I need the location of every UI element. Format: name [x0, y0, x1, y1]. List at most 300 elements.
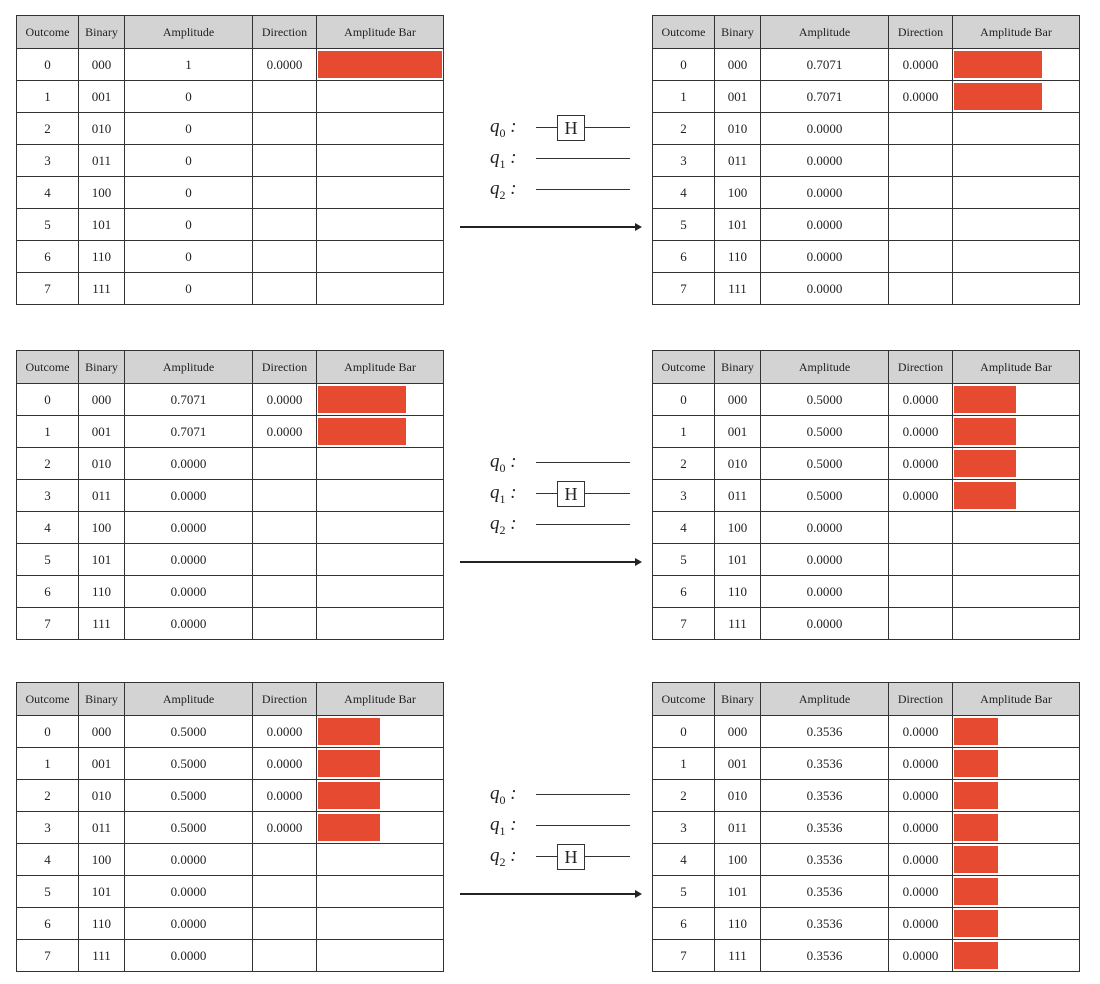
direction-cell: 0.0000	[889, 480, 953, 512]
amplitude-bar-cell	[953, 812, 1080, 844]
amplitude-bar-cell	[317, 544, 444, 576]
amplitude-bar	[954, 418, 1016, 445]
amplitude-cell: 0.0000	[761, 177, 889, 209]
amplitude-cell: 0.5000	[761, 384, 889, 416]
qubit-wire	[490, 450, 665, 474]
amplitude-bar-cell	[317, 608, 444, 640]
binary-cell: 110	[79, 576, 125, 608]
binary-cell: 100	[79, 177, 125, 209]
outcome-cell: 6	[653, 908, 715, 940]
header-row	[17, 16, 444, 49]
column-header: Direction	[253, 683, 317, 716]
binary-cell: 001	[79, 81, 125, 113]
table-row	[17, 780, 444, 812]
binary-cell: 000	[79, 49, 125, 81]
column-header: Direction	[253, 16, 317, 49]
amplitude-bar	[954, 718, 998, 745]
amplitude-cell: 0.3536	[761, 748, 889, 780]
table-row	[653, 512, 1080, 544]
table-row	[653, 81, 1080, 113]
outcome-cell: 6	[653, 576, 715, 608]
binary-cell: 101	[715, 209, 761, 241]
amplitude-bar-cell	[317, 177, 444, 209]
outcome-cell: 2	[653, 780, 715, 812]
binary-cell: 111	[715, 608, 761, 640]
direction-cell	[253, 544, 317, 576]
outcome-cell: 6	[653, 241, 715, 273]
amplitude-bar-cell	[317, 908, 444, 940]
header-row	[17, 683, 444, 716]
direction-cell	[889, 209, 953, 241]
qubit-colon: :	[505, 451, 517, 472]
amplitude-cell: 0.5000	[125, 780, 253, 812]
outcome-cell: 5	[17, 544, 79, 576]
amplitude-bar-cell	[317, 113, 444, 145]
outcome-cell: 0	[653, 49, 715, 81]
direction-cell: 0.0000	[889, 716, 953, 748]
qubit-letter: q	[490, 513, 500, 534]
amplitude-bar	[318, 782, 380, 809]
wire-line	[536, 189, 630, 190]
qubit-label	[490, 514, 560, 540]
table-row	[17, 209, 444, 241]
outcome-cell: 4	[17, 512, 79, 544]
binary-cell: 111	[715, 940, 761, 972]
binary-cell: 001	[715, 416, 761, 448]
amplitude-bar	[954, 482, 1016, 509]
after-state-table	[652, 15, 1080, 305]
binary-cell: 100	[715, 177, 761, 209]
direction-cell	[253, 512, 317, 544]
binary-cell: 011	[79, 812, 125, 844]
amplitude-cell: 0.0000	[761, 576, 889, 608]
outcome-cell: 6	[17, 576, 79, 608]
qubit-index: 1	[499, 491, 506, 506]
direction-cell	[889, 544, 953, 576]
table-row	[17, 812, 444, 844]
amplitude-cell: 0	[125, 81, 253, 113]
table-row	[653, 608, 1080, 640]
after-state-table	[652, 682, 1080, 972]
column-header: Amplitude	[125, 683, 253, 716]
binary-cell: 111	[79, 273, 125, 305]
direction-cell	[253, 448, 317, 480]
table-row	[17, 908, 444, 940]
amplitude-cell: 0.3536	[761, 844, 889, 876]
header-row	[653, 16, 1080, 49]
amplitude-bar-cell	[953, 716, 1080, 748]
table-row	[17, 384, 444, 416]
direction-cell: 0.0000	[889, 81, 953, 113]
direction-cell	[889, 512, 953, 544]
binary-cell: 010	[79, 448, 125, 480]
amplitude-bar-cell	[317, 49, 444, 81]
amplitude-bar	[954, 750, 998, 777]
direction-cell: 0.0000	[253, 49, 317, 81]
amplitude-bar-cell	[953, 940, 1080, 972]
qubit-label	[490, 452, 560, 478]
binary-cell: 100	[715, 512, 761, 544]
table-row	[17, 49, 444, 81]
column-header: Direction	[889, 351, 953, 384]
column-header: Amplitude Bar	[317, 16, 444, 49]
amplitude-cell: 0.7071	[125, 384, 253, 416]
quantum-circuit	[490, 782, 665, 922]
amplitude-cell: 0.7071	[125, 416, 253, 448]
outcome-cell: 7	[17, 273, 79, 305]
amplitude-bar-cell	[953, 448, 1080, 480]
amplitude-bar-cell	[317, 748, 444, 780]
direction-cell	[253, 113, 317, 145]
amplitude-bar-cell	[317, 209, 444, 241]
direction-cell	[253, 145, 317, 177]
qubit-letter: q	[490, 783, 500, 804]
direction-cell	[253, 480, 317, 512]
table-row	[17, 416, 444, 448]
amplitude-bar-cell	[953, 209, 1080, 241]
transition-arrow	[460, 893, 640, 895]
amplitude-bar-cell	[953, 81, 1080, 113]
amplitude-cell: 0.0000	[761, 512, 889, 544]
outcome-cell: 4	[17, 177, 79, 209]
table-row	[17, 844, 444, 876]
outcome-cell: 5	[653, 876, 715, 908]
amplitude-bar-cell	[953, 608, 1080, 640]
transition-arrow	[460, 561, 640, 563]
column-header: Direction	[253, 351, 317, 384]
outcome-cell: 6	[17, 908, 79, 940]
outcome-cell: 2	[17, 113, 79, 145]
qubit-index: 2	[499, 522, 506, 537]
direction-cell	[889, 608, 953, 640]
amplitude-cell: 0.0000	[125, 908, 253, 940]
outcome-cell: 7	[17, 940, 79, 972]
table-row	[653, 876, 1080, 908]
outcome-cell: 1	[17, 81, 79, 113]
amplitude-bar	[318, 51, 442, 78]
binary-cell: 011	[79, 480, 125, 512]
table-row	[17, 544, 444, 576]
binary-cell: 000	[79, 384, 125, 416]
amplitude-bar	[954, 942, 998, 969]
qubit-wire	[490, 146, 665, 170]
qubit-wire	[490, 844, 665, 868]
amplitude-bar-cell	[317, 81, 444, 113]
outcome-cell: 1	[653, 416, 715, 448]
amplitude-cell: 0.7071	[761, 81, 889, 113]
outcome-cell: 5	[653, 544, 715, 576]
qubit-index: 0	[499, 125, 506, 140]
outcome-cell: 1	[17, 416, 79, 448]
binary-cell: 000	[79, 716, 125, 748]
column-header: Amplitude Bar	[953, 351, 1080, 384]
amplitude-bar-cell	[317, 844, 444, 876]
amplitude-bar-cell	[317, 812, 444, 844]
amplitude-bar-cell	[317, 416, 444, 448]
amplitude-bar-cell	[317, 940, 444, 972]
wire-line	[536, 524, 630, 525]
outcome-cell: 1	[653, 748, 715, 780]
outcome-cell: 5	[17, 209, 79, 241]
direction-cell	[253, 908, 317, 940]
outcome-cell: 1	[653, 81, 715, 113]
hadamard-gate: H	[557, 481, 585, 507]
table-row	[17, 512, 444, 544]
column-header: Amplitude	[125, 16, 253, 49]
qubit-label	[490, 815, 560, 841]
amplitude-bar-cell	[953, 748, 1080, 780]
outcome-cell: 5	[653, 209, 715, 241]
amplitude-bar-cell	[317, 448, 444, 480]
outcome-cell: 3	[17, 480, 79, 512]
outcome-cell: 7	[653, 273, 715, 305]
direction-cell	[253, 241, 317, 273]
outcome-cell: 0	[653, 716, 715, 748]
direction-cell: 0.0000	[253, 416, 317, 448]
amplitude-bar-cell	[317, 716, 444, 748]
outcome-cell: 4	[653, 512, 715, 544]
direction-cell: 0.0000	[253, 384, 317, 416]
outcome-cell: 7	[17, 608, 79, 640]
qubit-wire	[490, 115, 665, 139]
qubit-wire	[490, 813, 665, 837]
binary-cell: 100	[79, 844, 125, 876]
amplitude-bar-cell	[953, 780, 1080, 812]
amplitude-bar-cell	[953, 908, 1080, 940]
column-header: Amplitude Bar	[317, 683, 444, 716]
column-header: Binary	[715, 351, 761, 384]
amplitude-bar	[954, 878, 998, 905]
outcome-cell: 2	[17, 780, 79, 812]
binary-cell: 110	[79, 908, 125, 940]
table-row	[653, 384, 1080, 416]
qubit-label	[490, 846, 560, 872]
amplitude-bar	[954, 83, 1042, 110]
amplitude-cell: 0.3536	[761, 812, 889, 844]
amplitude-cell: 0.0000	[761, 145, 889, 177]
binary-cell: 110	[715, 576, 761, 608]
qubit-index: 0	[499, 792, 506, 807]
wire-line	[536, 825, 630, 826]
table-row	[653, 273, 1080, 305]
direction-cell: 0.0000	[253, 812, 317, 844]
binary-cell: 110	[79, 241, 125, 273]
binary-cell: 001	[79, 748, 125, 780]
direction-cell: 0.0000	[889, 49, 953, 81]
column-header: Binary	[79, 683, 125, 716]
column-header: Amplitude Bar	[953, 16, 1080, 49]
direction-cell	[889, 273, 953, 305]
column-header: Outcome	[653, 16, 715, 49]
amplitude-bar-cell	[953, 576, 1080, 608]
binary-cell: 110	[715, 908, 761, 940]
amplitude-bar	[954, 51, 1042, 78]
amplitude-bar-cell	[953, 544, 1080, 576]
outcome-cell: 1	[17, 748, 79, 780]
table-row	[17, 716, 444, 748]
qubit-colon: :	[505, 845, 517, 866]
binary-cell: 010	[79, 780, 125, 812]
binary-cell: 100	[715, 844, 761, 876]
amplitude-cell: 0.3536	[761, 940, 889, 972]
amplitude-bar-cell	[317, 480, 444, 512]
outcome-cell: 3	[17, 812, 79, 844]
amplitude-cell: 0.3536	[761, 716, 889, 748]
amplitude-cell: 0	[125, 241, 253, 273]
amplitude-bar-cell	[953, 876, 1080, 908]
qubit-label	[490, 117, 560, 143]
outcome-cell: 7	[653, 608, 715, 640]
column-header: Direction	[889, 683, 953, 716]
direction-cell: 0.0000	[889, 940, 953, 972]
header-row	[17, 351, 444, 384]
table-row	[17, 81, 444, 113]
binary-cell: 000	[715, 716, 761, 748]
table-row	[653, 145, 1080, 177]
amplitude-cell: 0.0000	[125, 512, 253, 544]
binary-cell: 001	[715, 81, 761, 113]
amplitude-bar	[318, 718, 380, 745]
qubit-colon: :	[505, 783, 517, 804]
column-header: Amplitude	[761, 351, 889, 384]
qubit-letter: q	[490, 451, 500, 472]
before-state-table	[16, 15, 444, 305]
wire-line	[536, 794, 630, 795]
column-header: Binary	[79, 16, 125, 49]
amplitude-cell: 0.0000	[761, 273, 889, 305]
column-header: Outcome	[17, 351, 79, 384]
binary-cell: 111	[715, 273, 761, 305]
amplitude-cell: 0.5000	[761, 448, 889, 480]
amplitude-bar	[954, 846, 998, 873]
quantum-circuit	[490, 115, 665, 255]
binary-cell: 101	[79, 544, 125, 576]
direction-cell	[889, 113, 953, 145]
outcome-cell: 4	[653, 844, 715, 876]
table-row	[653, 940, 1080, 972]
amplitude-bar-cell	[953, 416, 1080, 448]
column-header: Binary	[715, 16, 761, 49]
amplitude-bar	[318, 814, 380, 841]
direction-cell: 0.0000	[889, 908, 953, 940]
outcome-cell: 5	[17, 876, 79, 908]
outcome-cell: 0	[17, 384, 79, 416]
amplitude-bar-cell	[953, 844, 1080, 876]
direction-cell: 0.0000	[889, 876, 953, 908]
amplitude-cell: 0.5000	[125, 748, 253, 780]
binary-cell: 110	[715, 241, 761, 273]
outcome-cell: 3	[653, 145, 715, 177]
column-header: Outcome	[653, 683, 715, 716]
column-header: Binary	[715, 683, 761, 716]
qubit-colon: :	[505, 178, 517, 199]
amplitude-bar-cell	[953, 273, 1080, 305]
table-row	[17, 876, 444, 908]
qubit-wire	[490, 782, 665, 806]
binary-cell: 111	[79, 940, 125, 972]
qubit-colon: :	[505, 482, 517, 503]
amplitude-bar-cell	[953, 241, 1080, 273]
outcome-cell: 4	[17, 844, 79, 876]
qubit-colon: :	[505, 814, 517, 835]
amplitude-bar-cell	[953, 113, 1080, 145]
amplitude-cell: 0.0000	[125, 480, 253, 512]
qubit-label	[490, 784, 560, 810]
binary-cell: 100	[79, 512, 125, 544]
column-header: Outcome	[653, 351, 715, 384]
amplitude-cell: 0	[125, 177, 253, 209]
amplitude-bar	[954, 910, 998, 937]
direction-cell: 0.0000	[889, 384, 953, 416]
outcome-cell: 0	[17, 49, 79, 81]
table-row	[17, 113, 444, 145]
outcome-cell: 3	[17, 145, 79, 177]
table-row	[17, 748, 444, 780]
qubit-wire	[490, 481, 665, 505]
amplitude-cell: 1	[125, 49, 253, 81]
amplitude-bar	[954, 814, 998, 841]
column-header: Direction	[889, 16, 953, 49]
direction-cell: 0.0000	[889, 812, 953, 844]
qubit-wire	[490, 177, 665, 201]
table-row	[653, 177, 1080, 209]
header-row	[653, 351, 1080, 384]
direction-cell: 0.0000	[253, 716, 317, 748]
before-state-table	[16, 682, 444, 972]
amplitude-bar-cell	[953, 480, 1080, 512]
qubit-colon: :	[505, 116, 517, 137]
direction-cell: 0.0000	[889, 416, 953, 448]
direction-cell	[253, 844, 317, 876]
outcome-cell: 2	[653, 113, 715, 145]
binary-cell: 101	[79, 209, 125, 241]
after-state-table	[652, 350, 1080, 640]
qubit-letter: q	[490, 845, 500, 866]
outcome-cell: 0	[17, 716, 79, 748]
binary-cell: 101	[715, 876, 761, 908]
amplitude-cell: 0	[125, 145, 253, 177]
table-row	[653, 780, 1080, 812]
amplitude-cell: 0.5000	[761, 480, 889, 512]
binary-cell: 101	[715, 544, 761, 576]
amplitude-cell: 0.7071	[761, 49, 889, 81]
hadamard-gate: H	[557, 844, 585, 870]
direction-cell: 0.0000	[889, 448, 953, 480]
qubit-index: 0	[499, 460, 506, 475]
amplitude-bar	[318, 418, 406, 445]
table-row	[17, 273, 444, 305]
direction-cell	[253, 608, 317, 640]
direction-cell	[253, 273, 317, 305]
amplitude-bar	[954, 386, 1016, 413]
amplitude-bar	[954, 450, 1016, 477]
amplitude-cell: 0.0000	[125, 576, 253, 608]
amplitude-cell: 0	[125, 209, 253, 241]
amplitude-cell: 0.5000	[125, 812, 253, 844]
binary-cell: 010	[715, 780, 761, 812]
binary-cell: 101	[79, 876, 125, 908]
qubit-letter: q	[490, 482, 500, 503]
qubit-label	[490, 148, 560, 174]
amplitude-bar-cell	[317, 576, 444, 608]
column-header: Outcome	[17, 683, 79, 716]
header-row	[653, 683, 1080, 716]
qubit-index: 2	[499, 854, 506, 869]
binary-cell: 000	[715, 384, 761, 416]
amplitude-cell: 0.0000	[125, 844, 253, 876]
table-row	[17, 608, 444, 640]
direction-cell: 0.0000	[889, 844, 953, 876]
